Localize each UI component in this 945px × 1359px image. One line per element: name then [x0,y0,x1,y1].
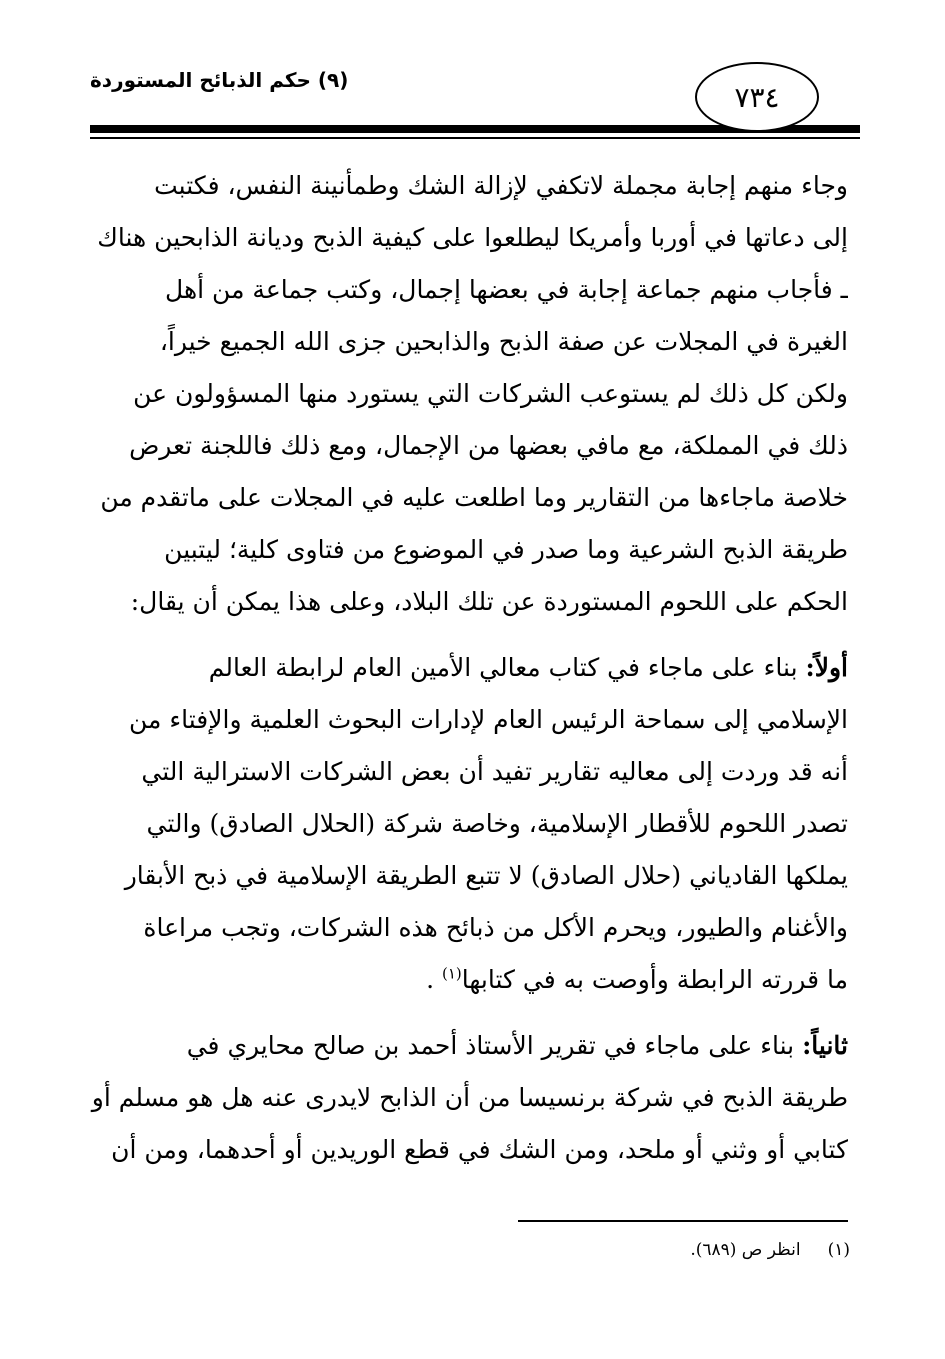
text-line [78,642,848,694]
body-text [78,160,848,1176]
paragraph-lead: أولاً: [805,653,848,682]
text-line: خلاصة ماجاءها من التقارير وما اطلعت عليه في المجلات على ماتقدم من [100,483,848,512]
footnote-reference: (١) [442,964,462,983]
footnote-marker: (١) [827,1240,850,1260]
line-tail: . [426,965,442,994]
paragraph-intro [78,160,848,628]
text-line [78,954,848,1006]
text-line: ذلك في المملكة، مع مافي بعضها من الإجمال، ومع ذلك فاللجنة تعرض [129,431,848,460]
text-line: الغيرة في المجلات عن صفة الذبح والذابحين جزى الله الجميع خيراً، [159,327,848,356]
footnote-text: انظر ص (٦٨٩). [690,1240,801,1260]
footnote [500,1240,850,1260]
text-line: وجاء منهم إجابة مجملة لاتكفي لإزالة الشك وطمأنينة النفس، فكتبت [154,171,848,200]
header-rule-thin [90,137,860,139]
paragraph-lead: ثانياً: [802,1031,848,1060]
text-line: الإسلامي إلى سماحة الرئيس العام لإدارات البحوث العلمية والإفتاء من [129,705,848,734]
line-text: بناء على ماجاء في كتاب معالي الأمين العام لرابطة العالم [208,653,806,682]
footnote-separator [518,1220,848,1222]
line-text: ما قررته الرابطة وأوصت به في كتابها [461,965,848,994]
page-number: ٧٣٤ [734,80,780,114]
text-line: ـ فأجاب منهم جماعة إجابة في بعضها إجمال، وكتب جماعة من أهل [165,275,848,304]
text-line: أنه قد وردت إلى معاليه تقارير تفيد أن بعض الشركات الاسترالية التي [141,757,848,786]
running-title: (٩) حكم الذبائح المستوردة [90,68,349,92]
page-header [90,60,860,150]
text-line: كتابي أو وثني أو ملحد، ومن الشك في قطع الوريدين أو أحدهما، ومن أن [111,1135,848,1164]
text-line: ولكن كل ذلك لم يستوعب الشركات التي يستورد منها المسؤولون عن [133,379,848,408]
paragraph-second-point [78,1020,848,1176]
page-number-oval [695,62,819,132]
line-text: بناء على ماجاء في تقرير الأستاذ أحمد بن صالح محايري في [186,1031,803,1060]
text-line: يملكها القادياني (حلال الصادق) لا تتبع الطريقة الإسلامية في ذبح الأبقار [124,861,848,890]
text-line: طريقة الذبح في شركة برنسيسا من أن الذابح لايدرى عنه هل هو مسلم أو [91,1083,848,1112]
text-line: تصدر اللحوم للأقطار الإسلامية، وخاصة شركة (الحلال الصادق) والتي [146,809,848,838]
text-line: الحكم على اللحوم المستوردة عن تلك البلاد، وعلى هذا يمكن أن يقال: [130,587,848,616]
text-line: إلى دعاتها في أوربا وأمريكا ليطلعوا على كيفية الذبح وديانة الذابحين هناك [97,223,848,252]
text-line: طريقة الذبح الشرعية وما صدر في الموضوع من فتاوى كلية؛ ليتبين [164,535,848,564]
paragraph-first-point [78,642,848,1006]
text-line: والأغنام والطيور، ويحرم الأكل من ذبائح هذه الشركات، وتجب مراعاة [143,913,848,942]
text-line [78,1020,848,1072]
